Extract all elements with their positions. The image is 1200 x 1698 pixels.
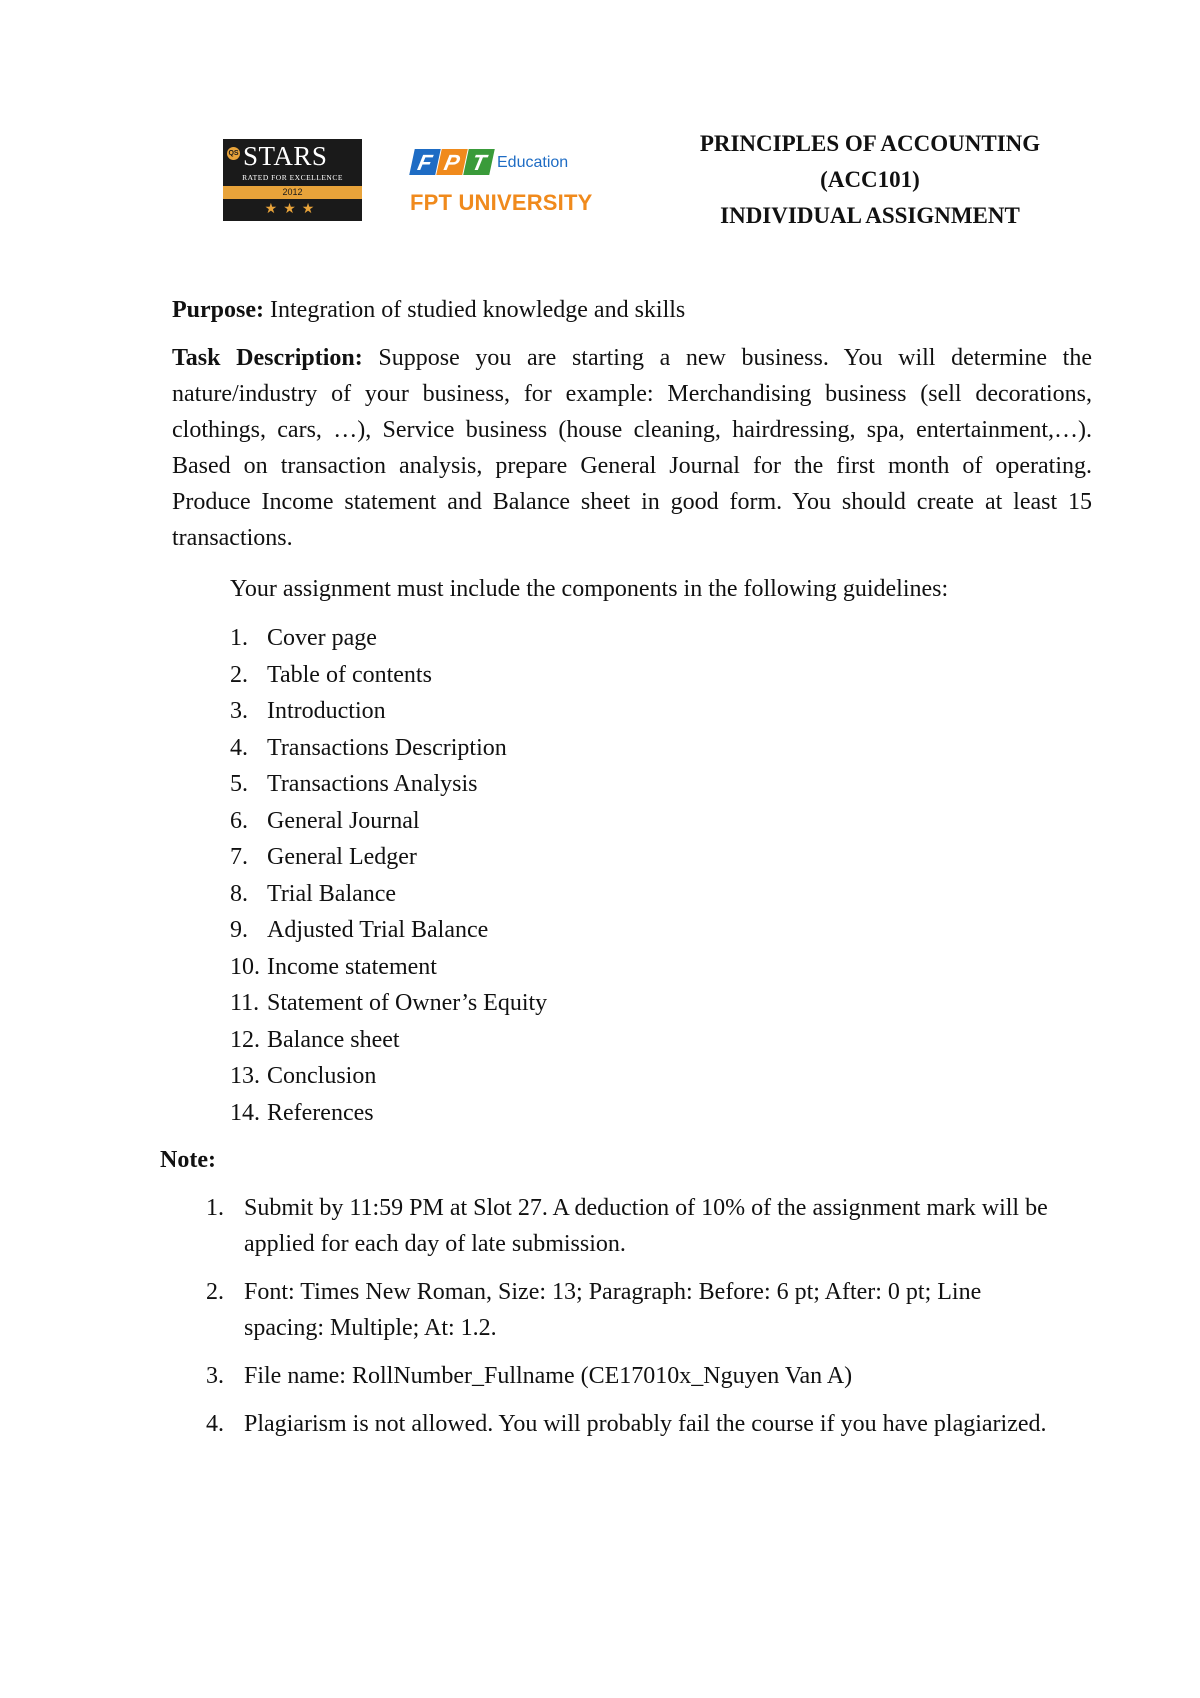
note-item-number: 1.: [206, 1195, 224, 1221]
list-item-number: 11.: [230, 990, 260, 1016]
list-item: [230, 985, 547, 1022]
fpt-university-logo: [410, 145, 595, 225]
note-item: [206, 1190, 1066, 1262]
list-item: [230, 803, 547, 840]
note-item-text: Submit by 11:59 PM at Slot 27. A deduction of 10% of the assignment mark will be applied for each day of late submission.: [244, 1195, 1048, 1257]
star-rating-icon: ★★★: [264, 202, 321, 217]
list-item-text: Introduction: [267, 698, 386, 724]
list-item: [230, 839, 547, 876]
note-item-text: Plagiarism is not allowed. You will probably fail the course if you have plagiarized.: [244, 1411, 1047, 1437]
list-item: [230, 1095, 547, 1132]
list-item-text: Balance sheet: [267, 1026, 400, 1053]
fpt-university-label: FPT UNIVERSITY: [410, 190, 593, 215]
stars-subtitle: RATED FOR EXCELLENCE: [242, 173, 343, 182]
list-item-number: 6.: [230, 807, 248, 834]
note-heading: Note:: [160, 1147, 216, 1173]
note-item-number: 4.: [206, 1411, 224, 1437]
note-item-number: 3.: [206, 1363, 224, 1389]
list-item-text: Conclusion: [267, 1063, 377, 1089]
list-item: [230, 1022, 547, 1059]
fpt-letter-f: F: [409, 149, 441, 175]
list-item-number: 9.: [230, 917, 248, 943]
stars-year: 2012: [223, 186, 362, 199]
list-item-text: General Journal: [267, 807, 420, 834]
note-item-text: File name: RollNumber_Fullname (CE17010x_Nguyen Van A): [244, 1363, 853, 1389]
list-item-number: 1.: [230, 625, 248, 651]
notes-list: [206, 1190, 1066, 1454]
note-item: [206, 1274, 1066, 1346]
task-description-label: Task Description:: [172, 345, 363, 371]
qs-badge: QS: [227, 147, 240, 160]
list-item-number: 14.: [230, 1099, 260, 1126]
list-item-text: References: [267, 1099, 374, 1126]
list-item-number: 8.: [230, 880, 248, 907]
purpose-label: Purpose:: [172, 297, 264, 323]
course-name: PRINCIPLES OF ACCOUNTING: [699, 131, 1041, 156]
list-item: [230, 876, 547, 913]
list-item: [230, 693, 547, 730]
purpose-text: Integration of studied knowledge and skills: [264, 297, 686, 323]
list-item-number: 13.: [230, 1063, 260, 1089]
note-item: [206, 1406, 1066, 1442]
list-item-text: Transactions Description: [267, 734, 507, 761]
list-item: [230, 949, 547, 986]
list-item-number: 3.: [230, 698, 248, 724]
purpose-paragraph: [172, 292, 1092, 328]
list-item-text: General Ledger: [267, 844, 417, 870]
list-item-number: 10.: [230, 953, 260, 980]
qs-stars-logo: [223, 139, 362, 221]
list-item-number: 4.: [230, 734, 248, 761]
guidelines-intro: Your assignment must include the components in the following guidelines:: [230, 576, 949, 602]
task-description-text: Suppose you are starting a new business. You will determine the nature/industry of your business, for example: Merchandising business (sell decorations, clothings, cars, …), Service business (house cleaning, hairdressing, spa, entertainment,…). Based on transaction analysis, prepare General Journal for the first month of operating. Produce Income statement and Balance sheet in good form. You should create at least 15 transactions.: [172, 345, 1093, 551]
components-list: [230, 620, 547, 1131]
list-item-number: 2.: [230, 661, 248, 688]
list-item: [230, 620, 547, 657]
list-item: [230, 1058, 547, 1095]
fpt-education-label: Education: [497, 154, 569, 171]
list-item: [230, 912, 547, 949]
list-item-text: Trial Balance: [267, 880, 397, 907]
list-item-text: Adjusted Trial Balance: [267, 917, 489, 943]
list-item-text: Cover page: [267, 625, 377, 651]
task-description-paragraph: [172, 340, 1092, 556]
list-item-text: Statement of Owner’s Equity: [267, 990, 548, 1016]
list-item-number: 12.: [230, 1026, 260, 1053]
list-item: [230, 657, 547, 694]
list-item-text: Transactions Analysis: [267, 771, 478, 797]
list-item-number: 7.: [230, 844, 248, 870]
fpt-letter-p: P: [436, 149, 468, 175]
note-item-number: 2.: [206, 1279, 224, 1305]
list-item-text: Table of contents: [267, 661, 432, 688]
fpt-letter-t: T: [463, 149, 495, 175]
list-item: [230, 766, 547, 803]
list-item-text: Income statement: [267, 953, 437, 980]
assignment-type: INDIVIDUAL ASSIGNMENT: [720, 203, 1020, 228]
course-code: (ACC101): [820, 167, 920, 192]
note-item-text: Font: Times New Roman, Size: 13; Paragraph: Before: 6 pt; After: 0 pt; Line spacing: Multiple; At: 1.2.: [244, 1279, 982, 1341]
list-item-number: 5.: [230, 771, 248, 797]
list-item: [230, 730, 547, 767]
stars-wordmark: STARS: [243, 141, 328, 171]
note-item: [206, 1358, 1066, 1394]
document-title: [660, 126, 1080, 234]
